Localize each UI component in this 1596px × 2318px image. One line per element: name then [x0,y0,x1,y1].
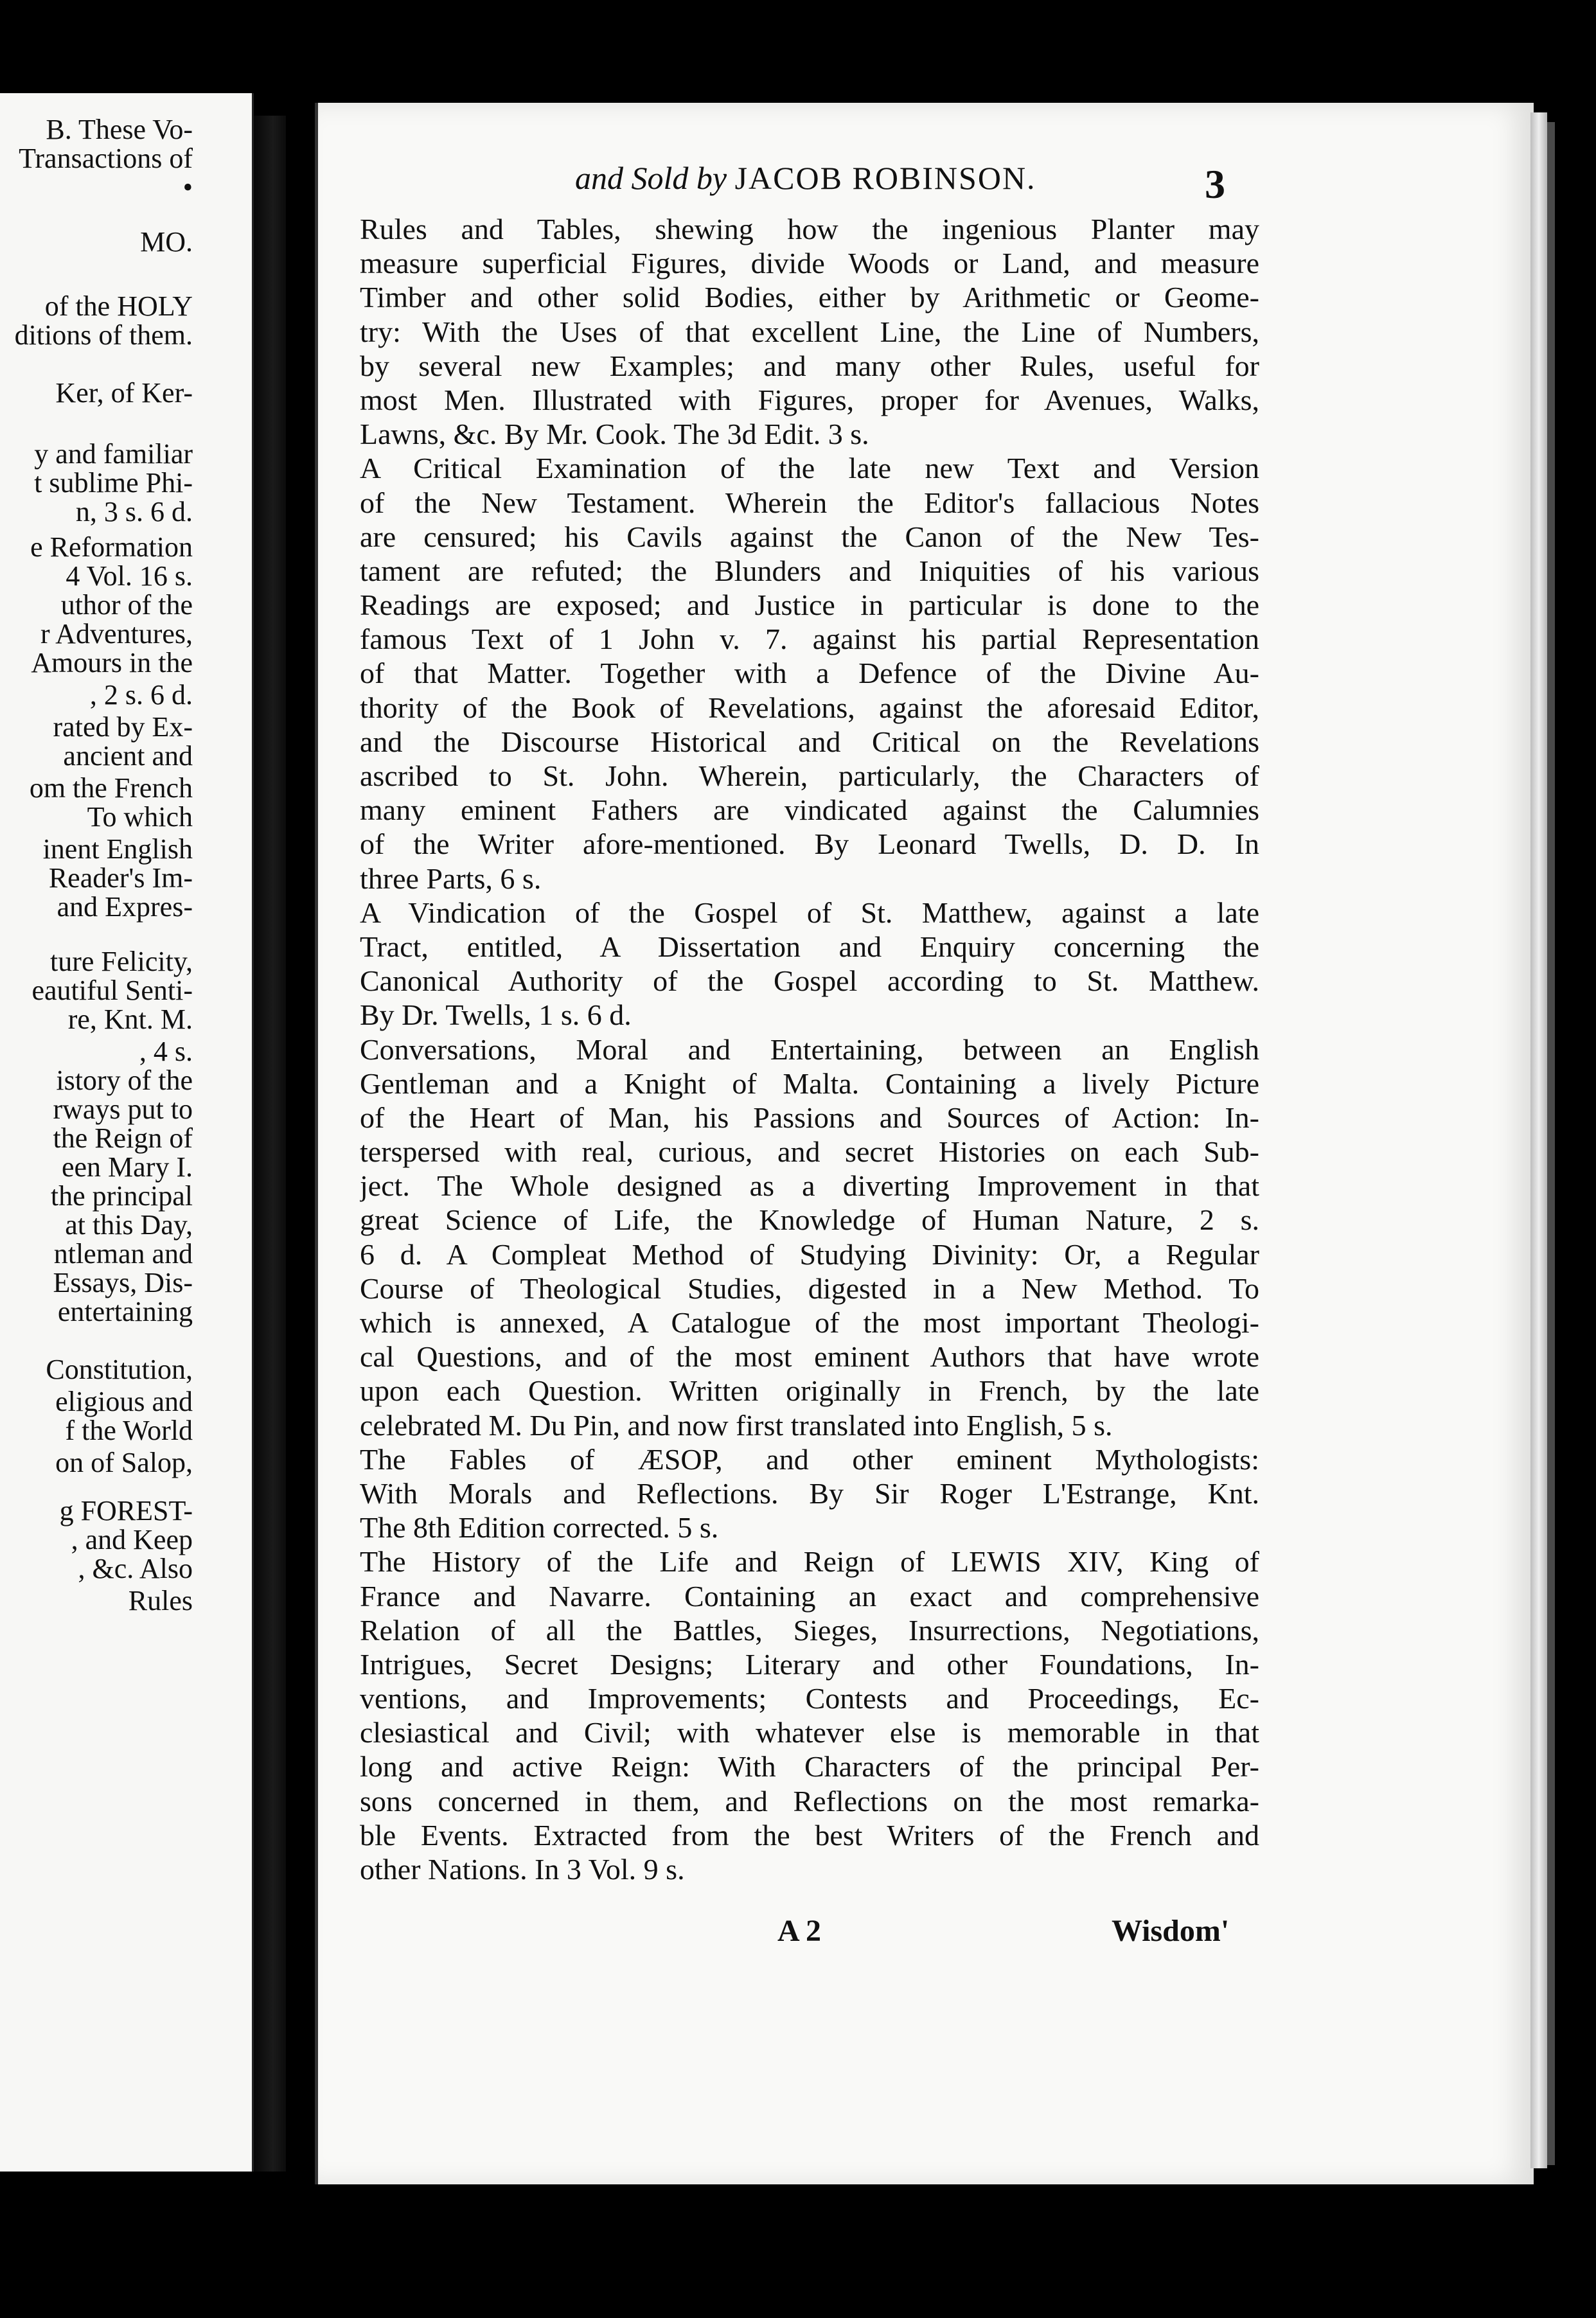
body-line: of that Matter. Together with a Defence of the Divine Au- [360,657,1259,690]
body-line: measure superficial Figures, divide Woods or Land, and measure [360,247,1259,280]
left-page-line: on of Salop, [55,1447,193,1478]
body-line: The Fables of ÆSOP, and other eminent Mythologists: [360,1442,1259,1476]
left-page-line: inent English [42,833,193,865]
left-page-line: ancient and [63,740,193,772]
left-page-line: the principal [50,1180,193,1212]
left-page-line: rways put to [53,1093,193,1125]
left-page-line: B. These Vo- [46,114,193,145]
body-line: celebrated M. Du Pin, and now first translated into English, 5 s. [360,1408,1113,1442]
left-page-line: e Reformation [30,531,193,563]
left-page-line: ditions of them. [14,319,193,351]
left-page-line: uthor of the [60,589,193,621]
left-page-line: Essays, Dis- [53,1267,193,1298]
left-page-line: n, 3 s. 6 d. [75,496,193,527]
left-page-line: To which [87,801,193,833]
body-line: ject. The Whole designed as a diverting Improvement in that [360,1169,1259,1203]
left-page-line: of the HOLY [44,290,193,322]
body-line: 6 d. A Compleat Method of Studying Divinity: Or, a Regular [360,1237,1259,1271]
body-line: terspersed with real, curious, and secret Histories on each Sub- [360,1135,1259,1169]
page-number: 3 [1205,161,1225,207]
left-page-line: • [182,172,193,203]
left-page-line: om the French [29,772,193,804]
body-line: which is annexed, A Catalogue of the most important Theologi- [360,1306,1259,1339]
body-line: long and active Reign: With Characters of the principal Per- [360,1750,1259,1783]
left-page-line: re, Knt. M. [67,1004,193,1035]
body-line: Lawns, &c. By Mr. Cook. The 3d Edit. 3 s. [360,418,869,451]
body-line: tament are refuted; the Blunders and Iniquities of his various [360,554,1259,587]
left-page-line: ntleman and [53,1238,193,1270]
body-line: By Dr. Twells, 1 s. 6 d. [360,998,632,1032]
body-line: Canonical Authority of the Gospel according to St. Matthew. [360,964,1259,998]
left-page-line: and Expres- [57,891,193,923]
body-line: try: With the Uses of that excellent Line, the Line of Numbers, [360,315,1259,348]
body-line: Course of Theological Studies, digested in a New Method. To [360,1271,1259,1305]
body-line: The History of the Life and Reign of LEWIS XIV, King of [360,1545,1259,1579]
body-line: clesiastical and Civil; with whatever else is memorable in that [360,1716,1259,1749]
body-line: upon each Question. Written originally in French, by the late [360,1374,1259,1408]
body-line: other Nations. In 3 Vol. 9 s. [360,1853,685,1886]
body-line: Timber and other solid Bodies, either by Arithmetic or Geome- [360,281,1259,314]
body-line: great Science of Life, the Knowledge of Human Nature, 2 s. [360,1203,1259,1237]
body-line: With Morals and Reflections. By Sir Roger L'Estrange, Knt. [360,1476,1259,1510]
body-line: of the Heart of Man, his Passions and Sources of Action: In- [360,1101,1259,1134]
left-page-line: g FOREST- [59,1495,193,1526]
body-line: Conversations, Moral and Entertaining, between an English [360,1032,1259,1066]
left-page-line: ture Felicity, [50,946,193,977]
body-line: A Vindication of the Gospel of St. Matthew, against a late [360,896,1259,929]
left-page-line: Ker, of Ker- [55,377,193,409]
body-line: Intrigues, Secret Designs; Literary and other Foundations, In- [360,1647,1259,1681]
left-page-line: Constitution, [46,1354,193,1385]
page-edge-shadow [1547,122,1555,2165]
left-page-line: entertaining [57,1296,193,1327]
left-page-line: at this Day, [65,1209,193,1241]
left-page-line: , and Keep [71,1524,193,1555]
left-page-line: , 4 s. [139,1036,193,1067]
left-page-line: Amours in the [31,647,193,678]
body-line: ble Events. Extracted from the best Writers of the French and [360,1818,1259,1852]
body-line: famous Text of 1 John v. 7. against his partial Representation [360,623,1259,656]
header-italic: and Sold by [575,160,727,196]
body-line: three Parts, 6 s. [360,862,542,895]
left-page-line: MO. [140,226,193,258]
body-line: thority of the Book of Revelations, against the aforesaid Editor, [360,691,1259,724]
body-line: Readings are exposed; and Justice in particular is done to the [360,588,1259,622]
left-page-line: eautiful Senti- [31,975,193,1006]
left-page-line: the Reign of [53,1122,193,1154]
running-header [575,159,1036,197]
body-line: by several new Examples; and many other Rules, useful for [360,349,1259,382]
body-line: The 8th Edition corrected. 5 s. [360,1511,719,1544]
left-page-line: een Mary I. [61,1151,193,1183]
left-page-line: f the World [65,1415,193,1446]
left-page-line: Rules [128,1585,193,1616]
header-publisher: JACOB ROBINSON. [734,160,1036,196]
body-line: are censured; his Cavils against the Canon of the New Tes- [360,520,1259,553]
page-edge [1530,112,1547,2168]
left-page-line: rated by Ex- [53,711,193,743]
left-page-line: Transactions of [19,143,193,174]
body-line: most Men. Illustrated with Figures, proper for Avenues, Walks, [360,383,1259,416]
signature-mark: A 2 [777,1914,822,1948]
body-line: sons concerned in them, and Reflections on the most remarka- [360,1784,1259,1818]
body-text [360,212,1259,1886]
body-line: Tract, entitled, A Dissertation and Enquiry concerning the [360,930,1259,963]
left-page-line: t sublime Phi- [34,467,193,499]
catchword: Wisdom' [1112,1914,1230,1948]
body-line: Rules and Tables, shewing how the ingenious Planter may [360,213,1259,245]
body-line: ascribed to St. John. Wherein, particularly, the Characters of [360,759,1259,792]
body-line: A Critical Examination of the late new Text and Version [360,452,1259,485]
left-page-line: , &c. Also [78,1553,193,1584]
left-page-line: , 2 s. 6 d. [89,679,193,711]
body-line: Gentleman and a Knight of Malta. Containing a lively Picture [360,1066,1259,1100]
body-line: of the Writer afore-mentioned. By Leonard Twells, D. D. In [360,827,1259,861]
left-page-line: r Adventures, [40,618,193,650]
left-page-line: y and familiar [34,438,193,470]
body-line: Relation of all the Battles, Sieges, Insurrections, Negotiations, [360,1613,1259,1647]
book-gutter [254,116,286,2172]
body-line: ventions, and Improvements; Contests and Proceedings, Ec- [360,1682,1259,1715]
body-line: cal Questions, and of the most eminent Authors that have wrote [360,1340,1259,1374]
body-line: France and Navarre. Containing an exact and comprehensive [360,1579,1259,1613]
left-page-line: istory of the [56,1065,193,1096]
left-page-line: Reader's Im- [48,862,193,894]
body-line: and the Discourse Historical and Critical on the Revelations [360,725,1259,758]
left-page-line: 4 Vol. 16 s. [66,560,193,592]
left-page-line: eligious and [55,1386,193,1417]
left-page-fragment [0,93,254,2172]
body-line: many eminent Fathers are vindicated against the Calumnies [360,793,1259,827]
body-line: of the New Testament. Wherein the Editor's fallacious Notes [360,486,1259,519]
